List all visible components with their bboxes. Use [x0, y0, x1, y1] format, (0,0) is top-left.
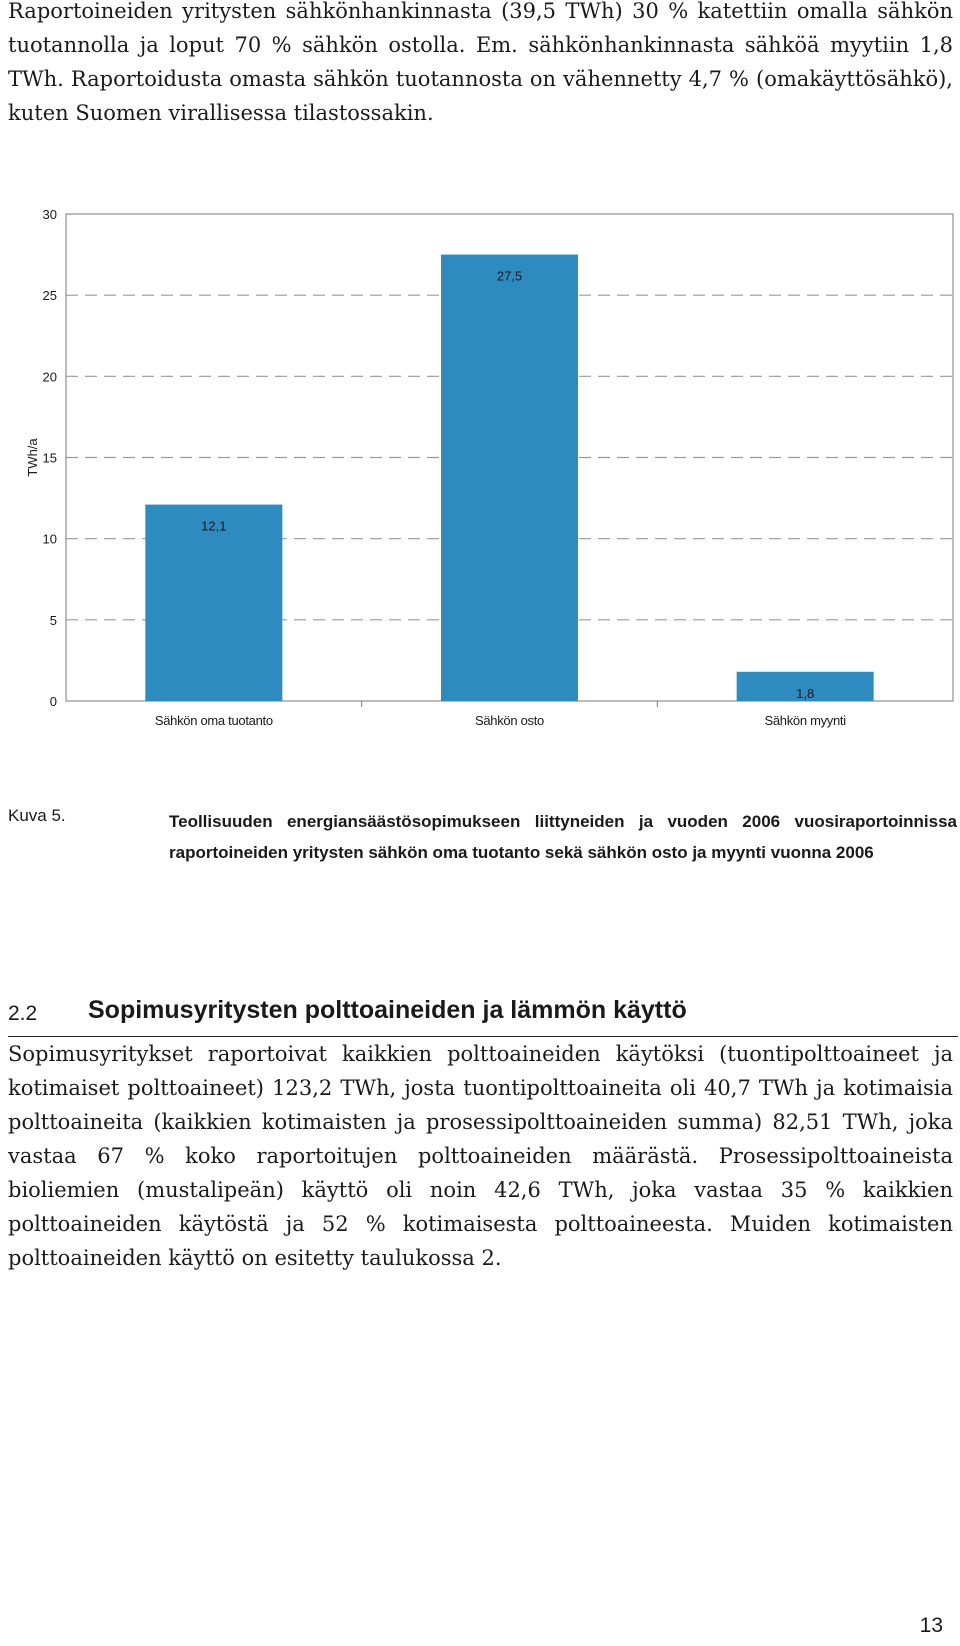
- bar-value-label: 27,5: [496, 268, 523, 284]
- section-title: Sopimusyritysten polttoaineiden ja lämmön käyttö: [88, 996, 687, 1024]
- x-category-label: Sähkön myynti: [764, 713, 846, 728]
- body-paragraph: Sopimusyritykset raportoivat kaikkien polttoaineiden käytöksi (tuontipolttoaineet ja kotimaiset polttoaineet) 123,2 TWh, josta tuontipolttoaineita oli 40,7 TWh ja kotimaisia polttoaineita (kaikkien kotimaisten ja prosessipolttoaineiden summa) 82,51 TWh, joka vastaa 67 % koko raportoitujen polttoaineiden määrästä. Prosessipolttoaineista bioliemien (mustalipeän) käyttö oli noin 42,6 TWh, joka vastaa 35 % kaikkien polttoaineiden käytöstä ja 52 % kotimaisesta polttoaineesta. Muiden kotimaisten polttoaineiden käyttö on esitetty taulukossa 2.: [8, 1042, 953, 1270]
- x-category-label: Sähkön oma tuotanto: [154, 713, 273, 728]
- y-tick-label: 25: [42, 288, 57, 304]
- caption-label: Kuva 5.: [8, 806, 66, 825]
- x-category-label: Sähkön osto: [475, 713, 544, 728]
- y-tick-label: 30: [42, 207, 57, 222]
- section-heading: [8, 996, 958, 1037]
- chart-canvas: [0, 200, 960, 780]
- y-tick-label: 0: [49, 694, 57, 709]
- page-number: 13: [919, 1614, 943, 1637]
- bar: [441, 255, 578, 701]
- bar-chart: [0, 200, 960, 780]
- bar-value-label: 1,8: [796, 685, 815, 701]
- y-tick-label: 20: [42, 369, 57, 385]
- y-tick-label: 10: [42, 531, 57, 547]
- intro-paragraph: Raportoineiden yritysten sähkönhankinnasta (39,5 TWh) 30 % katettiin omalla sähkön tuotannolla ja loput 70 % sähkön ostolla. Em. sähkönhankinnasta sähköä myytiin 1,8 TWh. Raportoidusta omasta sähkön tuotannosta on vähennetty 4,7 % (omakäyttösähkö), kuten Suomen virallisessa tilastossakin.: [8, 0, 953, 125]
- bar: [145, 505, 282, 701]
- y-tick-label: 5: [49, 612, 57, 628]
- caption-text: Teollisuuden energiansäästösopimukseen liittyneiden ja vuoden 2006 vuosiraportoinnissa raportoineiden yritysten sähkön oma tuotanto sekä sähkön osto ja myynti vuonna 2006: [169, 812, 957, 862]
- y-tick-label: 15: [42, 450, 57, 466]
- section-number: 2.2: [8, 1002, 38, 1025]
- y-axis-label: TWh/a: [25, 438, 40, 477]
- bar-value-label: 12,1: [201, 518, 227, 534]
